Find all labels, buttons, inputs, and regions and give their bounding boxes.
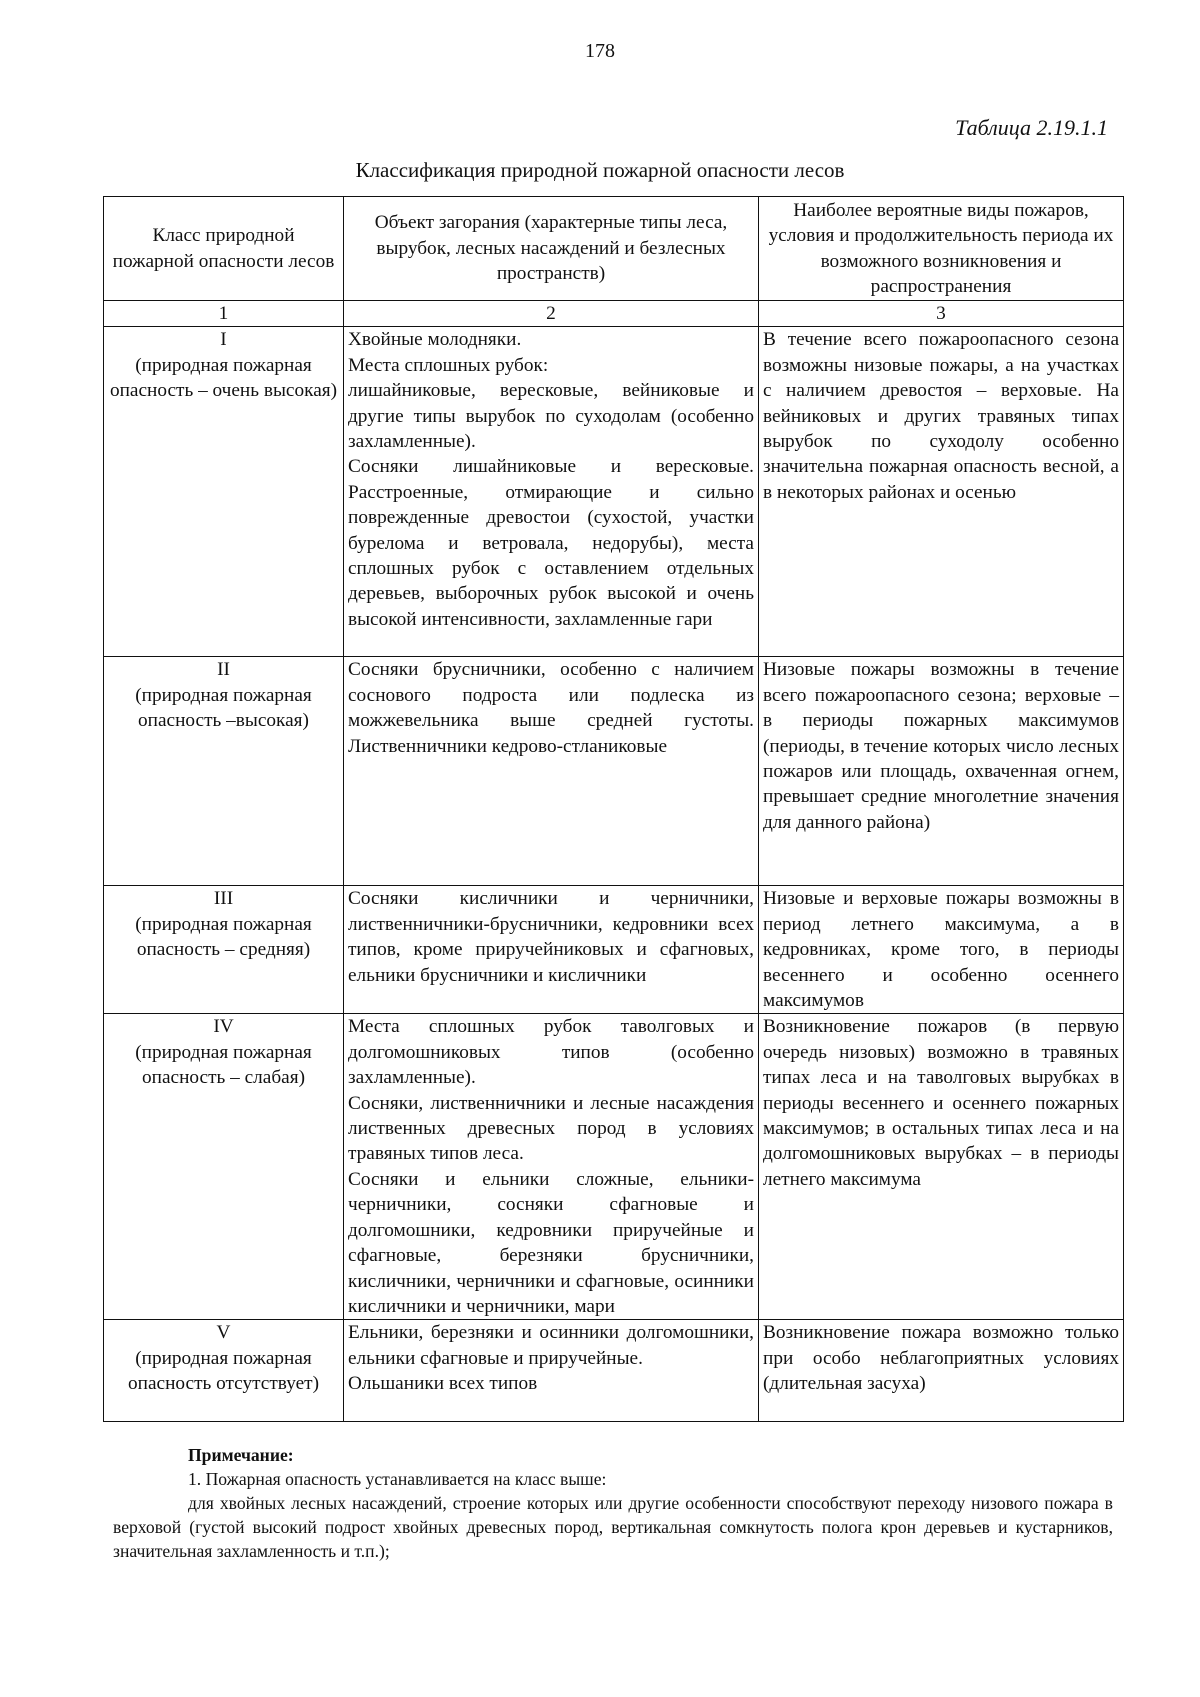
- table-row: [104, 327, 1124, 657]
- class-description: (природная пожарная опасность – слабая): [135, 1041, 312, 1089]
- object-paragraph: Сосняки и ельники сложные, ельники-черничники, сосняки сфагновые и долгомошники, кедровники приручейные и сфагновые, березняки брусничники, кисличники, черничники и сфагновые, осинники кисличники и черничники, мари: [348, 1168, 754, 1317]
- object-paragraph: Места сплошных рубок:: [348, 354, 549, 376]
- object-paragraph: Хвойные молодняки.: [348, 329, 522, 351]
- class-numeral: V: [216, 1322, 231, 1344]
- class-description: (природная пожарная опасность – очень высокая): [109, 354, 338, 402]
- table-row: [104, 1320, 1124, 1422]
- object-cell: [344, 327, 759, 657]
- class-numeral: III: [213, 888, 234, 910]
- class-numeral: I: [220, 329, 227, 351]
- object-paragraph: Сосняки кисличники и черничники, лиственничники-брусничники, кедровники всех типов, кроме приручейниковых и сфагновых, ельники брусничники и кисличники: [348, 888, 754, 986]
- header-cell-object: Объект загорания (характерные типы леса, вырубок, лесных насаждений и безлесных пространств): [344, 197, 759, 301]
- column-number: 3: [759, 301, 1124, 327]
- object-paragraph: Ольшаники всех типов: [348, 1373, 538, 1395]
- class-cell: [104, 327, 344, 657]
- object-cell: [344, 1014, 759, 1320]
- table-header-row: [104, 197, 1124, 301]
- fires-cell: Возникновение пожара возможно только при особо неблагоприятных условиях (длительная засуха): [759, 1320, 1124, 1422]
- table-row: [104, 657, 1124, 886]
- class-description: (природная пожарная опасность – средняя): [135, 913, 312, 961]
- object-paragraph: Сосняки, лиственничники и лесные насаждения лиственных древесных пород в условиях травяных типов леса.: [348, 1092, 754, 1165]
- object-cell: [344, 886, 759, 1014]
- class-numeral: IV: [213, 1016, 234, 1038]
- notes-section: [113, 1443, 1113, 1563]
- table-label: Таблица 2.19.1.1: [955, 115, 1108, 140]
- column-number: 2: [344, 301, 759, 327]
- class-cell: [104, 657, 344, 886]
- class-cell: [104, 1014, 344, 1320]
- class-cell: [104, 1320, 344, 1422]
- column-number-row: [104, 301, 1124, 327]
- class-description: (природная пожарная опасность –высокая): [135, 684, 312, 732]
- object-paragraph: Места сплошных рубок таволговых и долгомошниковых типов (особенно захламленные).: [348, 1016, 754, 1089]
- header-cell-fires: Наиболее вероятные виды пожаров, условия и продолжительность периода их возможного возникновения и распространения: [759, 197, 1124, 301]
- note-item-detail: для хвойных лесных насаждений, строение которых или другие особенности способствуют переходу низового пожара в верховой (густой высокий подрост хвойных древесных пород, вертикальная сомкнутость полога крон деревьев и кустарников, значительная захламленность и т.п.);: [113, 1493, 1113, 1561]
- table-title: Классификация природной пожарной опасности лесов: [355, 158, 845, 182]
- fires-cell: Низовые и верховые пожары возможны в период летнего максимума, а в кедровниках, кроме того, в периоды весеннего и особенно осеннего максимумов: [759, 886, 1124, 1014]
- fires-cell: Низовые пожары возможны в течение всего пожароопасного сезона; верховые – в периоды пожарных максимумов (периоды, в течение которых число лесных пожаров или площадь, охваченная огнем, превышает средние многолетние значения для данного района): [759, 657, 1124, 886]
- table-row: [104, 1014, 1124, 1320]
- object-paragraph: Сосняки брусничники, особенно с наличием соснового подроста или подлеска из можжевельника выше средней густоты. Лиственничники кедрово-стланиковые: [348, 659, 754, 757]
- object-cell: [344, 1320, 759, 1422]
- class-cell: [104, 886, 344, 1014]
- fires-cell: Возникновение пожаров (в первую очередь низовых) возможно в травяных типах леса и на таволговых вырубках в периоды весеннего и осеннего пожарных максимумов; в остальных типах леса и на долгомошниковых вырубках – в периоды летнего максимума: [759, 1014, 1124, 1320]
- header-cell-class: Класс природной пожарной опасности лесов: [104, 197, 344, 301]
- object-paragraph: Сосняки лишайниковые и вересковые. Расстроенные, отмирающие и сильно поврежденные древостои (сухостой, участки бурелома и ветровала, недорубы), места сплошных рубок с оставлением отдельных деревьев, выборочных рубок высокой и очень высокой интенсивности, захламленные гари: [348, 456, 754, 630]
- object-paragraph: Ельники, березняки и осинники долгомошники, ельники сфагновые и приручейные.: [348, 1322, 754, 1369]
- class-description: (природная пожарная опасность отсутствует): [128, 1347, 319, 1395]
- table-row: [104, 886, 1124, 1014]
- fire-danger-classification-table: [103, 196, 1124, 1422]
- column-number: 1: [104, 301, 344, 327]
- page-number: 178: [585, 40, 615, 62]
- object-paragraph: лишайниковые, вересковые, вейниковые и другие типы вырубок по суходолам (особенно захламленные).: [348, 380, 754, 453]
- notes-heading: Примечание:: [188, 1445, 294, 1465]
- fires-cell: В течение всего пожароопасного сезона возможны низовые пожары, а на участках с наличием древостоя – верховые. На вейниковых и других травяных типах вырубок по суходолу особенно значительна пожарная опасность весной, а в некоторых районах и осенью: [759, 327, 1124, 657]
- note-item: 1. Пожарная опасность устанавливается на класс выше:: [188, 1469, 607, 1489]
- object-cell: [344, 657, 759, 886]
- class-numeral: II: [217, 659, 230, 681]
